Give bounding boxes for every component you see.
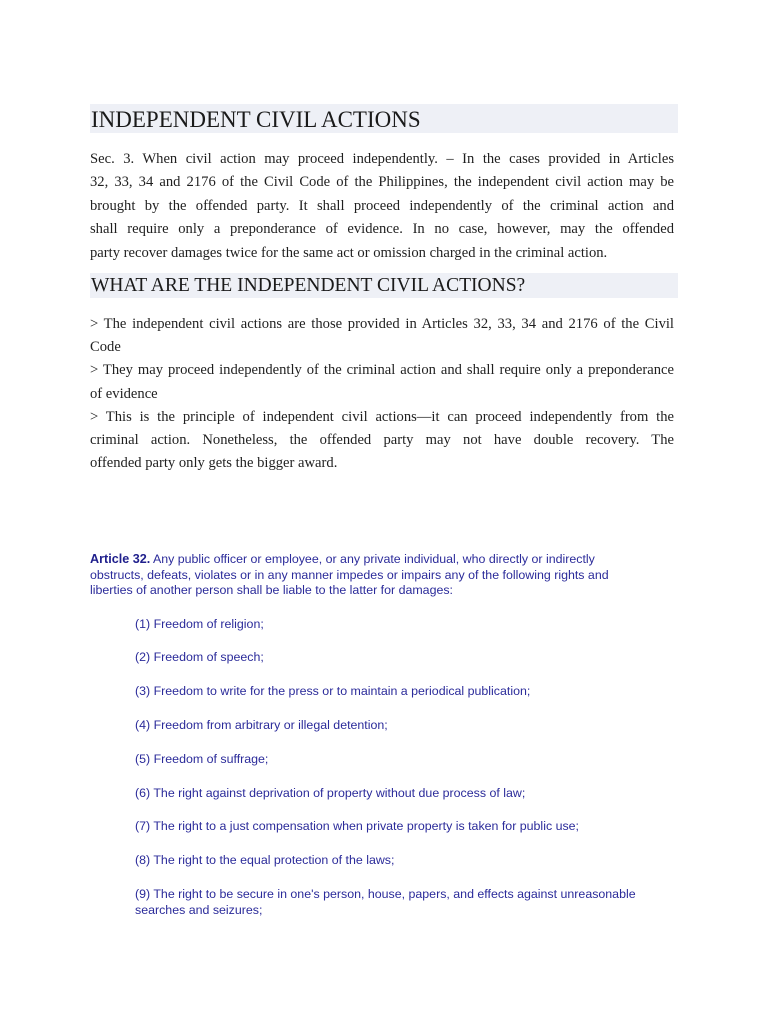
right-item: (9) The right to be secure in one's person, house, papers, and effects against unreasonable (135, 887, 636, 901)
answer-line: offended party only gets the bigger award. (90, 455, 338, 472)
paragraph-line: shall require only a preponderance of evidence. In no case, however, may the offended (90, 221, 674, 238)
right-item: (1) Freedom of religion; (135, 617, 264, 631)
right-item: (7) The right to a just compensation when private property is taken for public use; (135, 819, 579, 833)
main-heading: INDEPENDENT CIVIL ACTIONS (90, 104, 678, 133)
article-intro-line (90, 552, 678, 568)
question-heading: WHAT ARE THE INDEPENDENT CIVIL ACTIONS? (90, 273, 678, 298)
paragraph-line: 32, 33, 34 and 2176 of the Civil Code of the Philippines, the independent civil action may be (90, 174, 674, 191)
right-item: (4) Freedom from arbitrary or illegal detention; (135, 718, 388, 732)
answer-line: > The independent civil actions are those provided in Articles 32, 33, 34 and 2176 of the Civil (90, 316, 674, 332)
section-3-paragraph (90, 148, 674, 265)
article-intro-text: Any public officer or employee, or any private individual, who directly or indirectly (150, 552, 595, 566)
paragraph-line: party recover damages twice for the same act or omission charged in the criminal action. (90, 244, 608, 261)
right-item: (3) Freedom to write for the press or to maintain a periodical publication; (135, 684, 531, 698)
answer-line: > They may proceed independently of the criminal action and shall require only a preponderance (90, 362, 674, 379)
right-item: (2) Freedom of speech; (135, 650, 264, 664)
answer-list (90, 313, 674, 475)
right-item: (5) Freedom of suffrage; (135, 752, 269, 766)
right-item: (6) The right against deprivation of property without due process of law; (135, 786, 526, 800)
right-item: (8) The right to the equal protection of the laws; (135, 853, 395, 867)
article-32-title: Article 32. (90, 552, 151, 566)
article-intro-line: liberties of another person shall be liable to the latter for damages: (90, 583, 453, 597)
answer-line: criminal action. Nonetheless, the offended party may not have double recovery. The (90, 431, 674, 448)
paragraph-line: brought by the offended party. It shall proceed independently of the criminal action and (90, 197, 674, 214)
paragraph-line: Sec. 3. When civil action may proceed independently. – In the cases provided in Articles (90, 151, 674, 167)
article-32-intro (90, 552, 678, 599)
right-item-continuation: searches and seizures; (135, 903, 263, 917)
article-intro-line: obstructs, defeats, violates or in any manner impedes or impairs any of the following rights and (90, 567, 609, 582)
answer-line: Code (90, 339, 121, 356)
answer-line: of evidence (90, 385, 158, 402)
answer-line: > This is the principle of independent civil actions—it can proceed independently from the (90, 408, 674, 425)
